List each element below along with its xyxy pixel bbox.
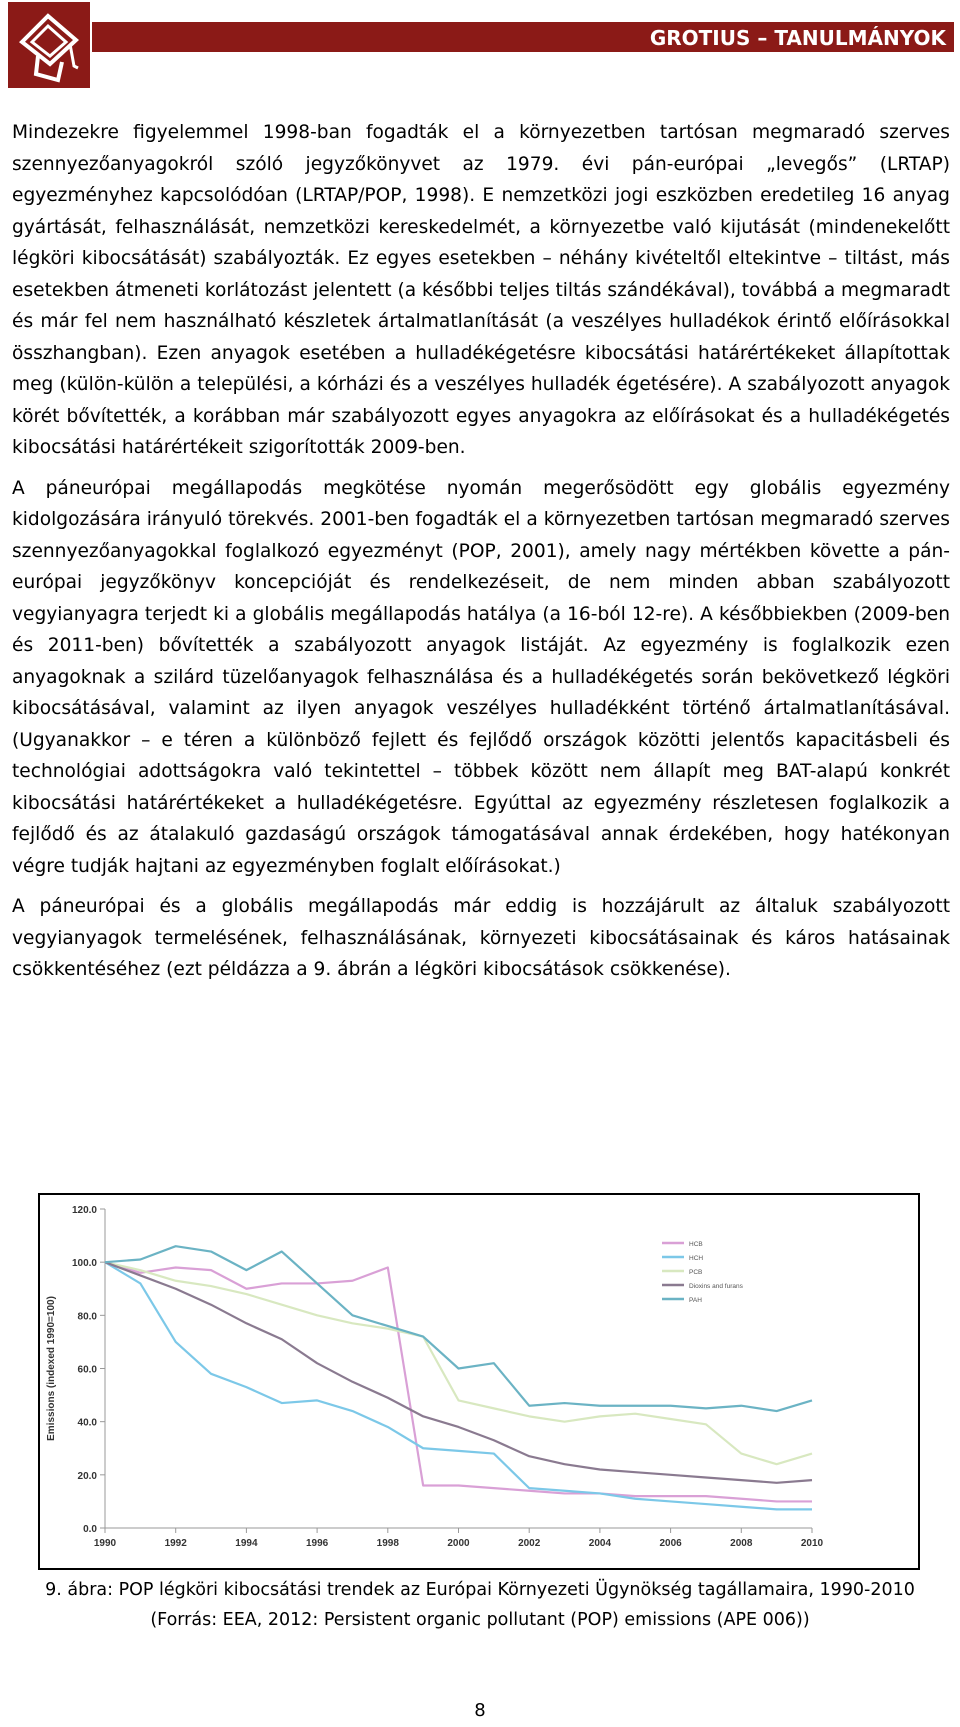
- caption-line-2: (Forrás: EEA, 2012: Persistent organic pollutant (POP) emissions (APE 006)): [150, 1610, 810, 1630]
- x-tick-label: 1994: [235, 1538, 258, 1549]
- legend-label: HCH: [689, 1255, 704, 1262]
- x-tick-label: 1992: [164, 1538, 187, 1549]
- y-tick-label: 80.0: [77, 1311, 97, 1323]
- series-line: [105, 1262, 812, 1464]
- paragraph: Mindezekre figyelemmel 1998-ban fogadták el a környezetben tartósan megmaradó szerves szennyezőanyagokról szóló jegyzőkönyvet az 1979. évi pán-európai „levegős” (LRTAP) egyezményhez kapcsolódóan (LRTAP/POP, 1998). E nemzetközi jogi eszközben eredetileg 16 anyag gyártását, felhasználását, nemzetközi kereskedelmét, a környezetbe való kijutását (mindenekelőtt légköri kibocsátását) szabályozták. Ez egyes esetekben – néhány kivételtől eltekintve – tiltást, más esetekben átmeneti korlátozást jelentett (a későbbi teljes tiltás szándékával), továbbá a megmaradt és már fel nem használható készletek ártalmatlanítását (a veszélyes hulladékok érintő előírásokkal összhangban). Ezen anyagok esetében a hulladékégetésre kibocsátási határértékeket állapítottak meg (külön-külön a települési, a kórházi és a veszélyes hulladék égetésére). A szabályozott anyagok körét bővítették, a korábban már szabályozott egyes anyagokra az előírásokat és a hulladékégetés kibocsátási határértékeit szigorították 2009-ben.: [12, 122, 950, 458]
- y-tick-label: 100.0: [71, 1258, 97, 1270]
- x-tick-label: 1998: [376, 1538, 399, 1549]
- series-line: [105, 1262, 812, 1501]
- figure-frame: [38, 1193, 920, 1570]
- series-line: [105, 1262, 812, 1509]
- paragraph: A páneurópai megállapodás megkötése nyomán megerősödött egy globális egyezmény kidolgozására irányuló törekvés. 2001-ben fogadták el a környezetben tartósan megmaradó szerves szennyezőanyagokkal foglalkozó egyezményt (POP, 2001), amely nagy mértékben követte a pán-európai jegyzőkönyv koncepcióját és rendelkezéseit, de nem minden abban szabályozott vegyianyagra terjedt ki a globális megállapodás hatálya (a 16-ból 12-re). A későbbiekben (2009-ben és 2011-ben) bővítették a szabályozott anyagok listáját. Az egyezmény is foglalkozik ezen anyagoknak a szilárd tüzelőanyagok felhasználása és a hulladékégetés során bekövetkező légköri kibocsátásával, valamint az ilyen anyagok veszélyes hulladékként történő ártalmatlanításával. (Ugyanakkor – e téren a különböző fejlett és fejlődő országok közötti jelentős kapacitásbeli és technológiai adottságokra való tekintettel – többek között nem állapít meg BAT-alapú konkrét kibocsátási határértékeket a hulladékégetésre. Egyúttal az egyezmény részletesen foglalkozik a fejlődő és az átalakuló gazdaságú országok támogatásával annak érdekében, hogy hatékonyan végre tudják hajtani az egyezményben foglalt előírásokat.): [12, 477, 950, 877]
- paragraph: A páneurópai és a globális megállapodás már eddig is hozzájárult az általuk szabályozott vegyianyagok termelésének, felhasználásának, környezeti kibocsátásainak és káros hatásainak csökkentéséhez (ezt példázza a 9. ábrán a légköri kibocsátások csökkenése).: [12, 896, 950, 980]
- caption-line-1: 9. ábra: POP légköri kibocsátási trendek az Európai Környezeti Ügynökség tagállamaira, 1990-2010: [45, 1580, 915, 1600]
- y-tick-label: 20.0: [77, 1470, 97, 1482]
- figure-caption: [0, 1575, 960, 1635]
- mortarboard-logo-icon: [8, 2, 90, 88]
- page-number: 8: [474, 1700, 486, 1721]
- y-tick-label: 0.0: [83, 1524, 97, 1535]
- x-tick-label: 1996: [305, 1538, 329, 1549]
- x-tick-label: 2008: [730, 1538, 753, 1549]
- legend-label: PCB: [689, 1269, 703, 1276]
- page-header: [0, 0, 960, 92]
- y-tick-label: 120.0: [71, 1205, 97, 1216]
- x-tick-label: 2002: [518, 1538, 541, 1549]
- logo: [8, 2, 90, 88]
- legend-label: HCB: [689, 1241, 703, 1248]
- y-axis-label: Emissions (indexed 1990=100): [46, 1296, 57, 1441]
- y-tick-label: 60.0: [77, 1364, 97, 1376]
- x-tick-label: 2010: [800, 1538, 824, 1549]
- emissions-line-chart: [40, 1195, 918, 1568]
- x-tick-label: 2004: [588, 1538, 612, 1549]
- header-title: GROTIUS – TANULMÁNYOK: [649, 26, 946, 50]
- legend-label: Dioxins and furans: [689, 1283, 743, 1290]
- x-tick-label: 2000: [447, 1538, 470, 1549]
- x-tick-label: 1990: [93, 1538, 117, 1549]
- x-tick-label: 2006: [659, 1538, 682, 1549]
- legend-label: PAH: [689, 1297, 702, 1304]
- header-bar: [92, 22, 954, 52]
- y-tick-label: 40.0: [77, 1417, 97, 1429]
- body-text: [12, 117, 950, 995]
